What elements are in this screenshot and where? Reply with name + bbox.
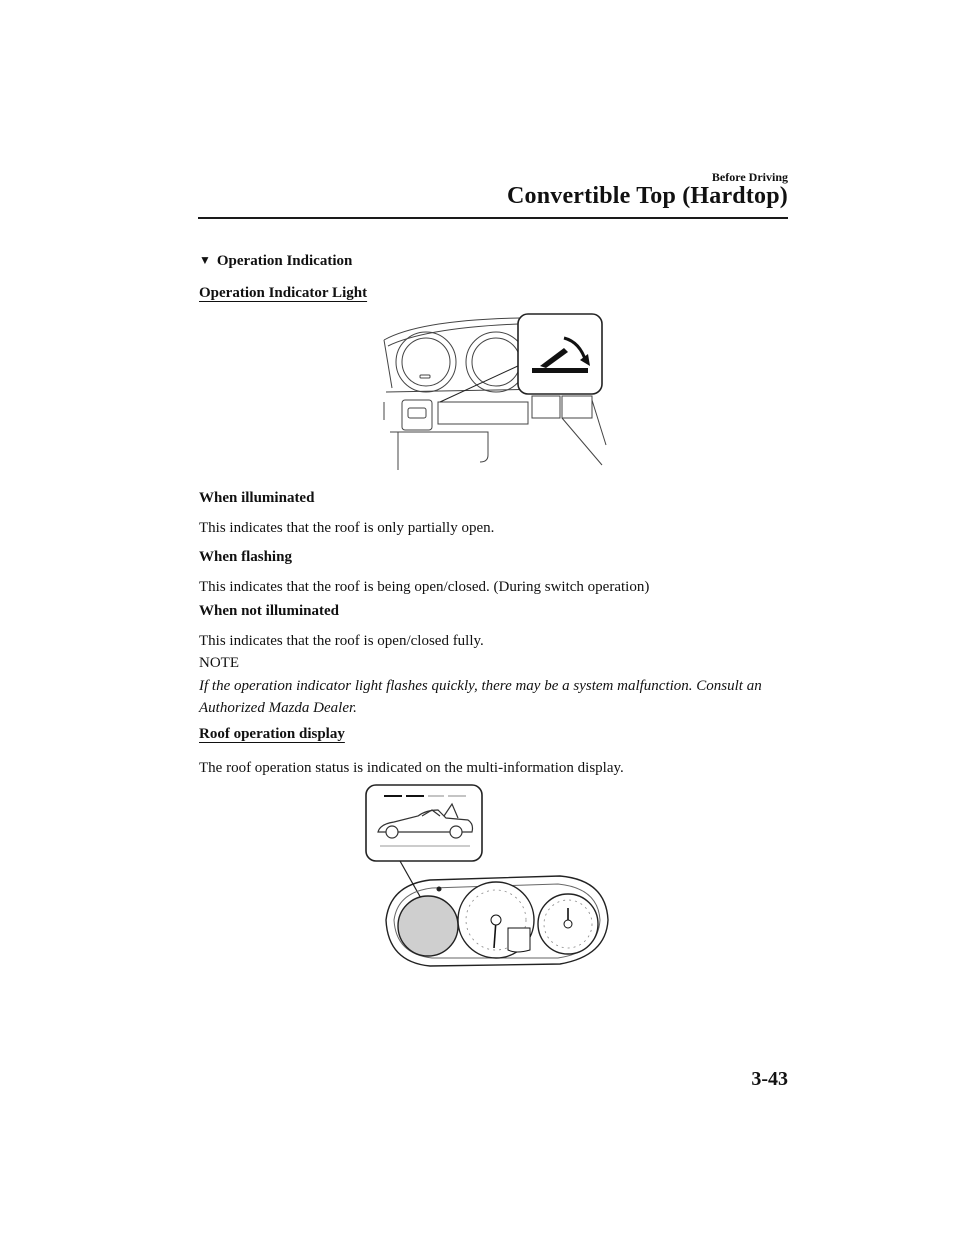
- roof-display-heading: Roof operation display: [199, 726, 345, 742]
- state-not-illuminated-text: This indicates that the roof is open/closed fully.: [199, 633, 484, 649]
- state-flashing-text: This indicates that the roof is being open/closed. (During switch operation): [199, 579, 650, 595]
- operation-indication-title: Operation Indication: [216, 253, 353, 269]
- state-not-illuminated-label: When not illuminated: [199, 603, 340, 619]
- note-label: NOTE: [199, 655, 239, 671]
- indicator-light-figure: [380, 310, 610, 480]
- page-number: 3-43: [751, 1068, 788, 1090]
- section-label: Before Driving: [711, 170, 788, 184]
- indicator-light-heading: Operation Indicator Light: [199, 285, 368, 301]
- triangle-marker-icon: ▼: [199, 253, 211, 267]
- state-illuminated-text: This indicates that the roof is only partially open.: [199, 520, 495, 536]
- state-illuminated-label: When illuminated: [199, 490, 315, 506]
- state-flashing-label: When flashing: [199, 549, 292, 565]
- instrument-cluster-roof-display-illustration: [360, 780, 620, 975]
- roof-operation-indicator-light-illustration: [380, 310, 610, 475]
- chapter-title: Convertible Top (Hardtop): [506, 183, 788, 209]
- note-text: If the operation indicator light flashes quickly, there may be a system malfunction. Consult an Authorized Mazda Dealer.: [199, 678, 762, 716]
- roof-display-figure: [360, 780, 620, 980]
- roof-display-text: The roof operation status is indicated on the multi-information display.: [199, 760, 624, 776]
- operation-indication-heading: [199, 253, 352, 270]
- header-divider: [198, 217, 788, 219]
